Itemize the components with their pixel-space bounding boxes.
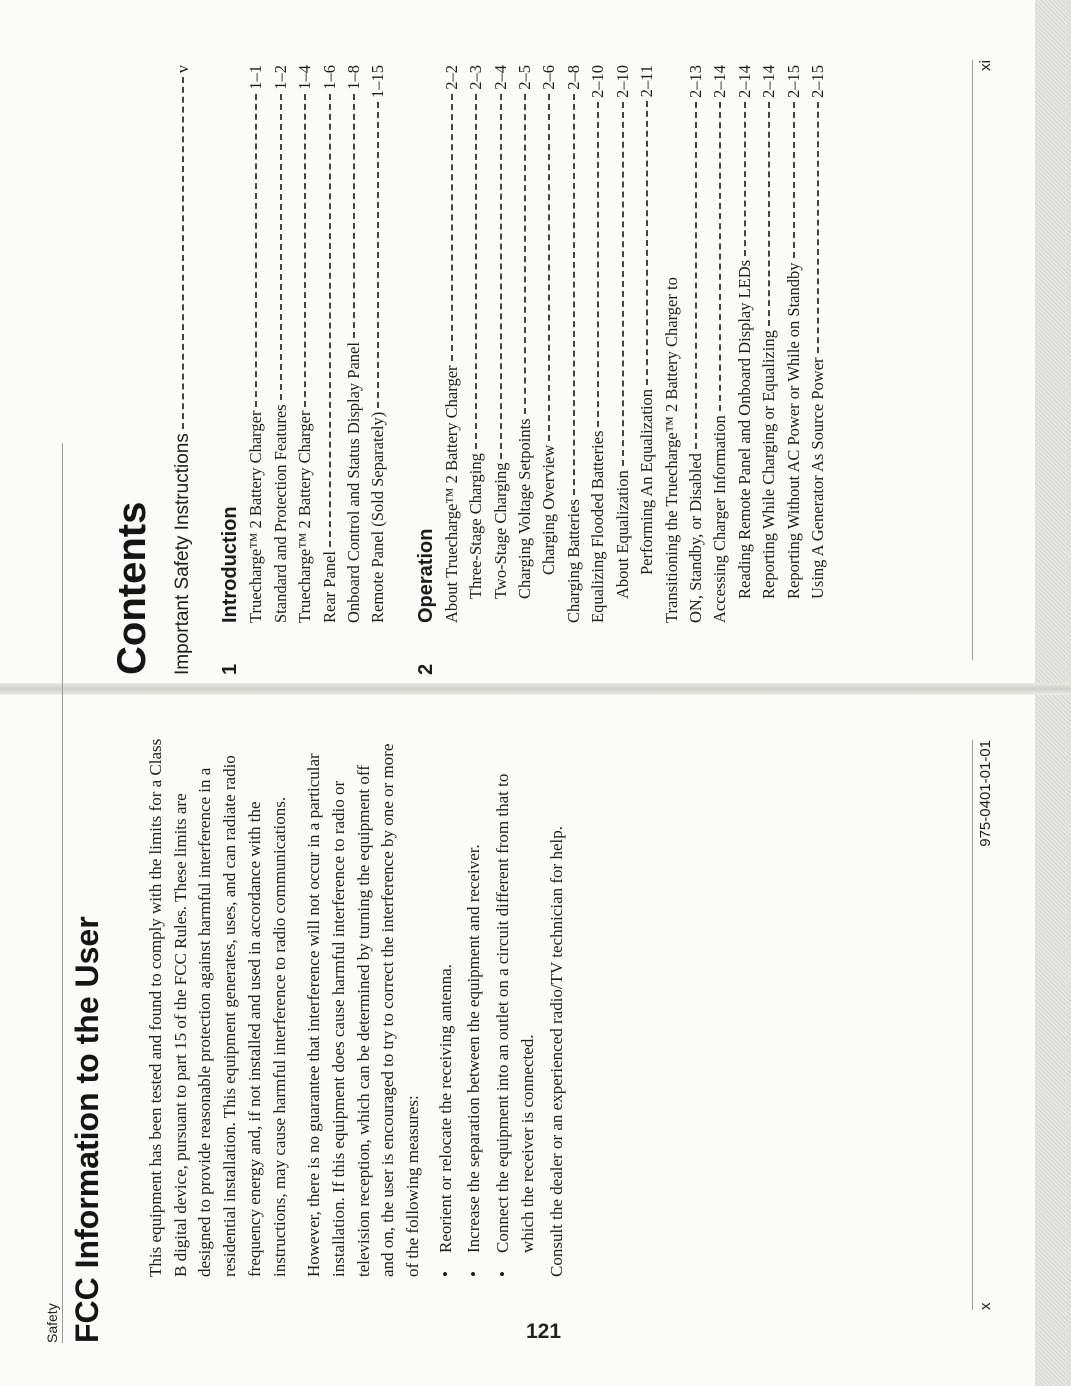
- chapter-2-entries: [440, 65, 831, 675]
- chapter-number: 1: [219, 663, 242, 675]
- toc-entry[interactable]: [806, 65, 830, 599]
- toc-entry[interactable]: [293, 65, 317, 623]
- chapter-number: 2: [414, 663, 437, 675]
- toc-label: About Equalization: [612, 470, 632, 599]
- toc-leader: [744, 102, 746, 256]
- bullet-mark: •: [493, 1271, 513, 1277]
- toc-leader: [475, 94, 477, 449]
- footer-page-number: x: [977, 1302, 994, 1310]
- toc-leader: [329, 94, 331, 547]
- toc-entry[interactable]: [611, 65, 635, 599]
- toc-leader: [548, 94, 550, 441]
- toc-entry[interactable]: [757, 65, 781, 599]
- chapter-2-heading: [415, 65, 438, 675]
- chapter-1-entries: [244, 65, 390, 623]
- toc-page: 2–2: [441, 65, 461, 90]
- fcc-paragraph-1: This equipment has been tested and found to comply with the limits for a Class B digital device, pursuant to part 15 of the FCC Rules. These limits are designed to provide reasonable protection against harmful interference in a residential installation. This equipment generates, uses, and can radiate radio frequency energy and, if not installed and used in accordance with the instructions, may cause harmful interference to radio communications.: [146, 738, 289, 1277]
- toc-label: Charging Overview: [539, 444, 559, 575]
- fcc-paragraph-2: However, there is no guarantee that interference will not occur in a particular installation. If this equipment does cause harmful interference to radio or television reception, which can be determined by turning the equipment off and on, the user is encouraged to try to correct the interference by one or more of the following measures:: [304, 743, 423, 1277]
- toc-label: Truecharge™ 2 Battery Charger: [246, 410, 266, 623]
- toc-entry[interactable]: [464, 65, 488, 599]
- toc-label: Equalizing Flooded Batteries: [588, 430, 608, 623]
- fcc-page: [44, 738, 1034, 1343]
- toc-label: Standard and Protection Features: [270, 404, 290, 623]
- footer-row: [977, 740, 994, 1310]
- toc-label: Charging Batteries: [563, 499, 583, 623]
- toc-entry[interactable]: [513, 65, 537, 599]
- toc-label: Performing An Equalization: [637, 388, 657, 575]
- toc-page: 2–5: [515, 65, 535, 90]
- toc-entry-safety[interactable]: [171, 65, 195, 675]
- toc-entry[interactable]: [342, 65, 366, 623]
- toc-entry[interactable]: [366, 65, 390, 623]
- toc-label: Important Safety Instructions: [172, 433, 193, 675]
- toc-page: 1–2: [270, 65, 290, 90]
- fcc-bullet: [462, 737, 487, 1277]
- toc-leader: [719, 102, 721, 411]
- toc-label: Accessing Charger Information: [710, 415, 730, 623]
- footer-page-number: xi: [977, 60, 994, 71]
- toc-label: About Truecharge™ 2 Battery Charger: [441, 365, 461, 623]
- bullet-text: Connect the equipment into an outlet on a circuit different from that to which the receiver is connected.: [493, 773, 537, 1253]
- toc-page: 2–3: [466, 65, 486, 90]
- toc-page: 1–8: [344, 65, 364, 90]
- toc-leader: [280, 94, 282, 401]
- fcc-footer: [972, 740, 994, 1310]
- toc-label: Two-Stage Charging: [490, 462, 510, 599]
- toc-page: 2–6: [539, 65, 559, 90]
- toc-label: ON, Standby, or Disabled: [685, 453, 705, 623]
- toc-entry[interactable]: [562, 65, 586, 623]
- book-gutter-fold: [0, 683, 1071, 695]
- toc-entry[interactable]: [660, 65, 684, 623]
- toc-entry[interactable]: [782, 65, 806, 599]
- toc-page: 1–1: [246, 65, 266, 90]
- contents-page: [110, 65, 900, 675]
- footer-rule: [972, 740, 973, 1310]
- toc-label: Reading Remote Panel and Onboard Display LEDs: [734, 259, 754, 599]
- toc-page: 2–14: [710, 65, 730, 98]
- chapter-1-heading: [219, 65, 242, 675]
- toc-page: 2–15: [807, 65, 827, 98]
- toc-page: 1–4: [295, 65, 315, 90]
- toc-label: Using A Generator As Source Power: [807, 357, 827, 599]
- fcc-body: [144, 737, 569, 1277]
- toc-leader: [451, 94, 453, 362]
- toc-label: Truecharge™ 2 Battery Charger: [295, 410, 315, 623]
- toc-page: 2–11: [637, 65, 657, 98]
- toc-page: v: [173, 65, 192, 74]
- toc-leader: [768, 102, 770, 326]
- toc-label: Rear Panel: [319, 551, 339, 623]
- bullet-text: Reorient or relocate the receiving antenna.: [435, 964, 455, 1253]
- footer-rule: [972, 60, 973, 660]
- toc-entry[interactable]: [318, 65, 342, 623]
- toc-leader: [817, 102, 819, 353]
- bullet-mark: •: [435, 1271, 455, 1277]
- toc-label: Transitioning the Truecharge™ 2 Battery Charger to: [661, 277, 681, 623]
- toc-page: 1–15: [368, 65, 388, 98]
- toc-leader: [377, 102, 379, 408]
- toc-page: 2–10: [588, 65, 608, 98]
- fcc-bullet: [434, 737, 459, 1277]
- scan-page-number: 121: [526, 1320, 562, 1343]
- toc-label: Charging Voltage Setpoints: [515, 418, 535, 599]
- toc-leader: [793, 102, 795, 258]
- header-rule: [62, 443, 63, 1343]
- toc-page: 2–4: [490, 65, 510, 90]
- toc-entry[interactable]: [537, 65, 561, 575]
- toc-leader: [695, 102, 697, 449]
- bullet-mark: •: [464, 1271, 484, 1277]
- toc-label: Onboard Control and Status Display Panel: [344, 342, 364, 623]
- toc-label: Reporting While Charging or Equalizing: [759, 330, 779, 599]
- toc-leader: [646, 101, 648, 385]
- toc-leader: [182, 77, 184, 429]
- toc-label: Reporting Without AC Power or While on Standby: [783, 262, 803, 599]
- fcc-bullet: [491, 737, 540, 1277]
- chapter-title: Introduction: [219, 506, 242, 623]
- toc-leader: [573, 94, 575, 495]
- toc-page: 2–8: [563, 65, 583, 90]
- toc-page: 2–14: [759, 65, 779, 98]
- toc-leader: [500, 94, 502, 459]
- toc-label: Three-Stage Charging: [466, 453, 486, 599]
- toc-entry[interactable]: [684, 65, 708, 623]
- toc-leader: [597, 102, 599, 427]
- toc-page: 1–6: [319, 65, 339, 90]
- toc-label: Remote Panel (Sold Separately): [368, 411, 388, 623]
- toc-page: 2–13: [685, 65, 705, 98]
- toc-entry[interactable]: [244, 65, 268, 623]
- toc-entry[interactable]: [269, 65, 293, 623]
- toc-leader: [255, 94, 257, 407]
- footer-doc-number: 975-0401-01-01: [977, 740, 994, 847]
- toc-entry[interactable]: [586, 65, 610, 623]
- chapter-title: Operation: [414, 528, 437, 623]
- toc-entry[interactable]: [733, 65, 757, 599]
- toc-leader: [353, 94, 355, 338]
- footer-row: [977, 60, 994, 660]
- toc-leader: [622, 102, 624, 466]
- toc-page: 2–14: [734, 65, 754, 98]
- bullet-text: Increase the separation between the equipment and receiver.: [464, 844, 484, 1253]
- contents-title: Contents: [110, 501, 154, 675]
- contents-footer: [972, 60, 994, 660]
- running-head: Safety: [44, 1303, 60, 1343]
- toc-leader: [304, 94, 306, 407]
- fcc-paragraph-3: Consult the dealer or an experienced radio/TV technician for help.: [546, 826, 566, 1277]
- toc-entry[interactable]: [440, 65, 464, 623]
- fcc-title: FCC Information to the User: [69, 916, 105, 1343]
- toc-entry[interactable]: [708, 65, 732, 623]
- toc-page: 2–15: [783, 65, 803, 98]
- toc-entry[interactable]: [489, 65, 513, 599]
- toc-page: 2–10: [612, 65, 632, 98]
- toc-leader: [524, 94, 526, 415]
- toc-entry[interactable]: [635, 65, 659, 575]
